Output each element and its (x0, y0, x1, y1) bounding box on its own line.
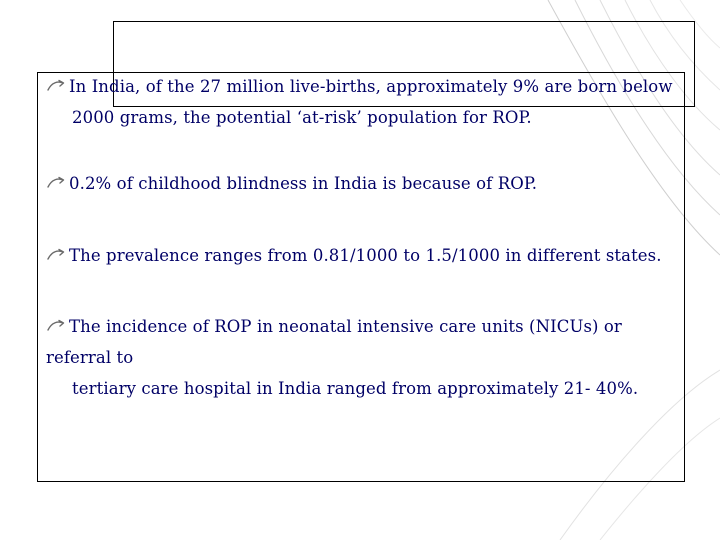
arrow-bullet-icon (46, 79, 66, 93)
bullet-item-3 (46, 240, 678, 271)
bullet-4-line-2: tertiary care hospital in India ranged from approximately 21- 40%. (72, 379, 639, 398)
bullet-1-line-1: In India, of the 27 million live-births, approximately 9% are born below (69, 77, 673, 96)
bullet-1-line-2: 2000 grams, the potential ‘at-risk’ population for ROP. (72, 108, 532, 127)
bullet-4-line-1: The incidence of ROP in neonatal intensive care units (NICUs) or referral to (46, 317, 622, 367)
bullet-item-2 (46, 168, 678, 199)
bullet-2-line-1: 0.2% of childhood blindness in India is because of ROP. (69, 174, 538, 193)
arrow-bullet-icon (46, 248, 66, 262)
content-box (37, 72, 685, 482)
arrow-bullet-icon (46, 176, 66, 190)
arrow-bullet-icon (46, 319, 66, 333)
bullet-item-4 (46, 311, 678, 404)
bullet-item-1 (46, 71, 678, 133)
bullet-3-line-1: The prevalence ranges from 0.81/1000 to 1.5/1000 in different states. (69, 246, 662, 265)
